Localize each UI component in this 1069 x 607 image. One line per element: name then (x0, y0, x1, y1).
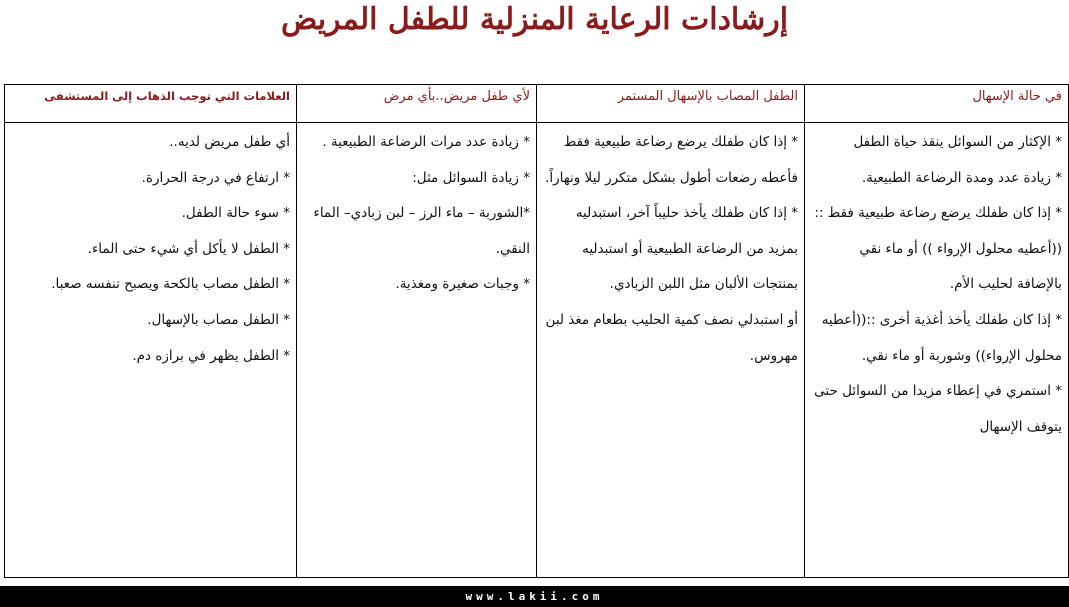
list-item: * سوء حالة الطفل. (181, 205, 290, 222)
cell-hospital-signs (5, 123, 297, 578)
list-item: * الطفل لا يأكل أي شيء حتى الماء. (87, 240, 290, 257)
list-item: * إذا كان طفلك يرضع رضاعة طبيعية فقط ::((أعطيه محلول الإرواء )) أو ماء نقي بالإضافة لحليب الأم. (814, 205, 1062, 293)
footer-url: www.lakii.com (0, 586, 1069, 607)
list-item: * إذا كان طفلك يرضع رضاعة طبيعية فقط فأعطه رضعات أطول بشكل متكرر ليلا ونهاراً. (545, 134, 798, 186)
page-title: إرشادات الرعاية المنزلية للطفل المريض (280, 2, 789, 37)
header-hospital-signs: العلامات التي توجب الذهاب إلى المستشفى (5, 85, 297, 123)
list-item: * إذا كان طفلك يأخذ حليباً آخر، استبدليه بمزيد من الرضاعة الطبيعية أو استبدليه بمنتجات الألبان مثل اللبن الزبادي. (575, 205, 798, 293)
list-item: * استمري في إعطاء مزيدا من السوائل حتى يتوقف الإسهال (814, 383, 1062, 435)
list-item: * زيادة عدد مرات الرضاعة الطبيعية . (322, 134, 530, 150)
list-item: * وجبات صغيرة ومغذية. (395, 276, 530, 293)
list-item: أو استبدلي نصف كمية الحليب بطعام مغذ لبن مهروس. (545, 311, 798, 364)
cell-diarrhea (805, 123, 1069, 578)
header-any-sick-child: لأي طفل مريض..بأي مرض (297, 85, 537, 123)
list-item: * الطفل مصاب بالإسهال. (147, 311, 290, 328)
header-diarrhea: في حالة الإسهال (805, 85, 1069, 123)
table-header-row (5, 85, 1069, 123)
list-item: * زيادة عدد ومدة الرضاعة الطبيعية. (861, 169, 1062, 186)
cell-persistent-diarrhea (537, 123, 805, 578)
cell-any-sick-child (297, 123, 537, 578)
list-item: * الطفل يظهر في برازه دم. (132, 347, 290, 364)
list-item: * الطفل مصاب بالكحة ويصبح تنفسه صعبا. (51, 276, 290, 293)
list-item: * إذا كان طفلك يأخذ أغذية أخرى ::((أعطيه محلول الإرواء)) وشوربة أو ماء نقي. (821, 311, 1062, 364)
list-item: * ارتفاع في درجة الحرارة. (141, 169, 290, 186)
list-item: *الشوربة – ماء الرز – لبن زبادي– الماء النقي. (313, 205, 530, 257)
list-item: * زيادة السوائل مثل: (412, 169, 530, 186)
header-persistent-diarrhea: الطفل المصاب بالإسهال المستمر (537, 85, 805, 123)
guidance-table (4, 84, 1069, 578)
table-body-row (5, 123, 1069, 578)
list-item: * الإكثار من السوائل ينقذ حياة الطفل (853, 134, 1062, 150)
list-item: أي طفل مريض لديه.. (169, 134, 290, 150)
